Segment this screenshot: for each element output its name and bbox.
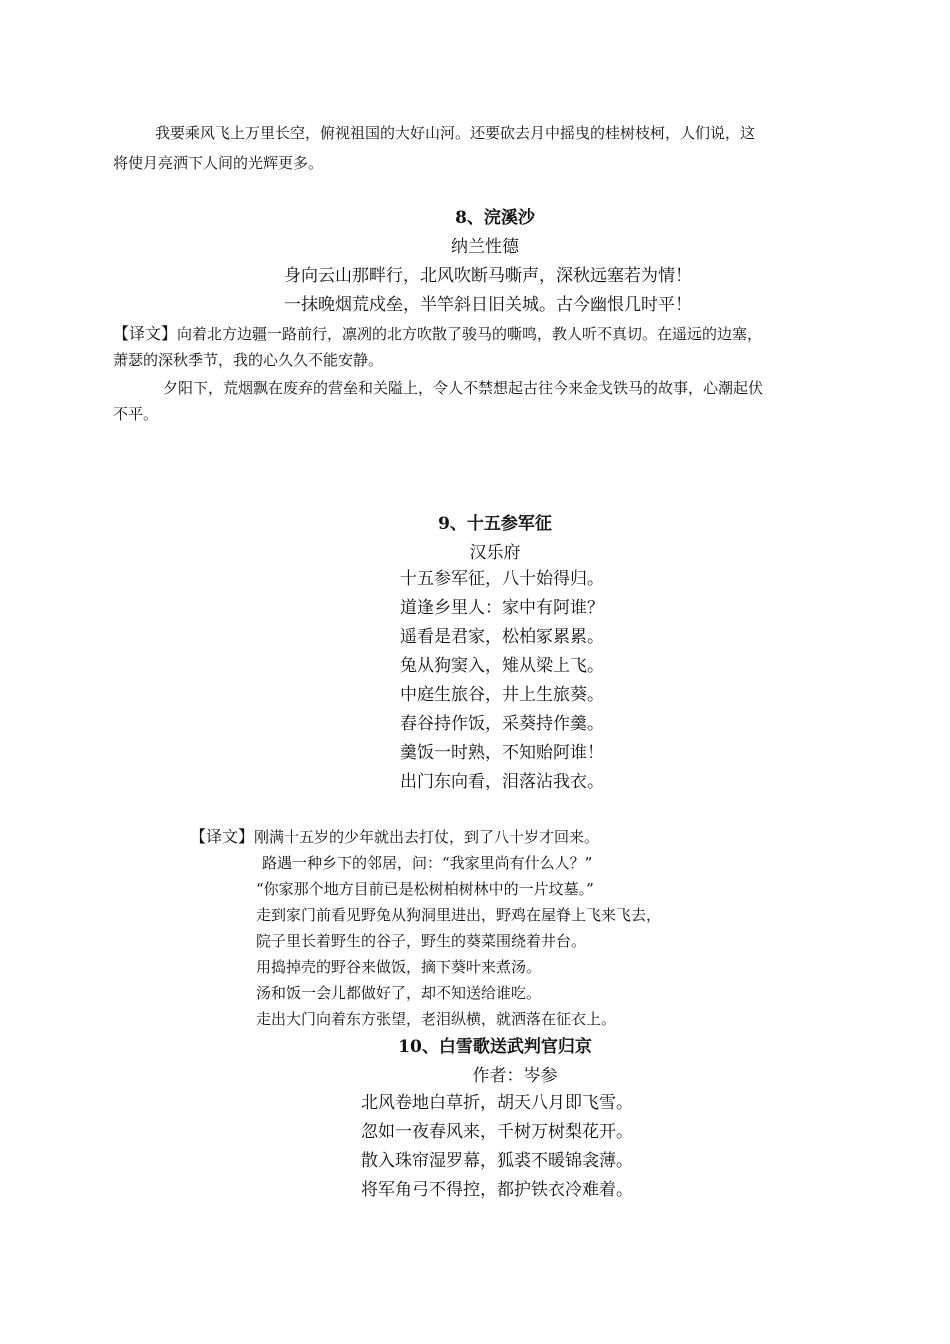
poem10-line: 散入珠帘湿罗幕，狐裘不暖锦衾薄。	[361, 1151, 633, 1171]
poem10-title: 10、白雪歌送武判官归京	[398, 1037, 592, 1057]
poem9-translation-line: “你家那个地方目前已是松树柏树林中的一片坟墓。”	[256, 880, 594, 898]
intro-line-1: 我要乘风飞上万里长空，俯视祖国的大好山河。还要砍去月中摇曳的桂树枝柯，人们说，这	[155, 124, 756, 142]
poem9-translation-body	[256, 850, 661, 1032]
poem10-line: 北风卷地白草折，胡天八月即飞雪。	[361, 1093, 633, 1113]
poem8-translation-row-1	[113, 322, 762, 346]
poem9-author: 汉乐府	[469, 543, 521, 563]
poem9-translation-first: 刚满十五岁的少年就出去打仗，到了八十岁才回来。	[254, 828, 600, 846]
poem8-translation-line-3: 夕阳下，荒烟飘在废弃的营垒和关隘上，令人不禁想起古往今来金戈铁马的故事，心潮起伏	[163, 379, 764, 397]
poem10-verse	[361, 1089, 633, 1205]
poem9-translation-line: 用捣掉壳的野谷来做饭，摘下葵叶来煮汤。	[256, 958, 542, 976]
poem8-author: 纳兰性德	[451, 237, 519, 257]
poem9-title: 9、十五参军征	[438, 514, 552, 534]
translation-label: 【译文】	[190, 827, 255, 846]
poem9-line: 道逢乡里人：家中有阿谁？	[400, 598, 604, 618]
intro-line-2: 将使月亮洒下人间的光辉更多。	[113, 154, 324, 172]
poem8-line-2: 一抹晚烟荒戍垒，半竿斜日旧关城。古今幽恨几时平！	[284, 295, 692, 315]
poem10-line: 将军角弓不得控，都护铁衣冷难着。	[361, 1180, 633, 1200]
poem8-translation-line-4: 不平。	[113, 405, 159, 423]
poem10-author: 作者：岑参	[472, 1066, 558, 1086]
poem8-translation-line-2: 萧瑟的深秋季节，我的心久久不能安静。	[113, 351, 384, 369]
poem9-verse	[400, 565, 604, 797]
poem9-line: 出门东向看，泪落沾我衣。	[400, 772, 604, 792]
poem9-translation-line: 走出大门向着东方张望，老泪纵横，就洒落在征衣上。	[256, 1010, 617, 1028]
poem9-line: 羹饭一时熟，不知贻阿谁！	[400, 743, 604, 763]
poem9-translation-line: 路遇一种乡下的邻居，问：“我家里尚有什么人？”	[262, 854, 593, 872]
poem9-line: 十五参军征，八十始得归。	[400, 569, 604, 589]
poem8-title: 8、浣溪沙	[455, 208, 535, 228]
poem9-line: 兔从狗窦入，雉从梁上飞。	[400, 656, 604, 676]
poem9-translation-line: 汤和饭一会儿都做好了，却不知送给谁吃。	[256, 984, 542, 1002]
poem10-line: 忽如一夜春风来，千树万树梨花开。	[361, 1122, 633, 1142]
translation-label: 【译文】	[113, 324, 178, 343]
poem9-line: 遥看是君家，松柏冢累累。	[400, 627, 604, 647]
poem9-translation-row-1	[190, 825, 599, 849]
poem9-line: 舂谷持作饭，采葵持作羹。	[400, 714, 604, 734]
poem9-line: 中庭生旅谷，井上生旅葵。	[400, 685, 604, 705]
poem8-line-1: 身向云山那畔行，北风吹断马嘶声，深秋远塞若为情！	[284, 266, 692, 286]
poem9-translation-line: 走到家门前看见野兔从狗洞里进出，野鸡在屋脊上飞来飞去，	[256, 906, 662, 924]
poem9-translation-line: 院子里长着野生的谷子，野生的葵菜围绕着井台。	[256, 932, 587, 950]
poem8-translation-line-1: 向着北方边疆一路前行，凛冽的北方吹散了骏马的嘶鸣，教人听不真切。在遥远的边塞，	[177, 325, 763, 343]
